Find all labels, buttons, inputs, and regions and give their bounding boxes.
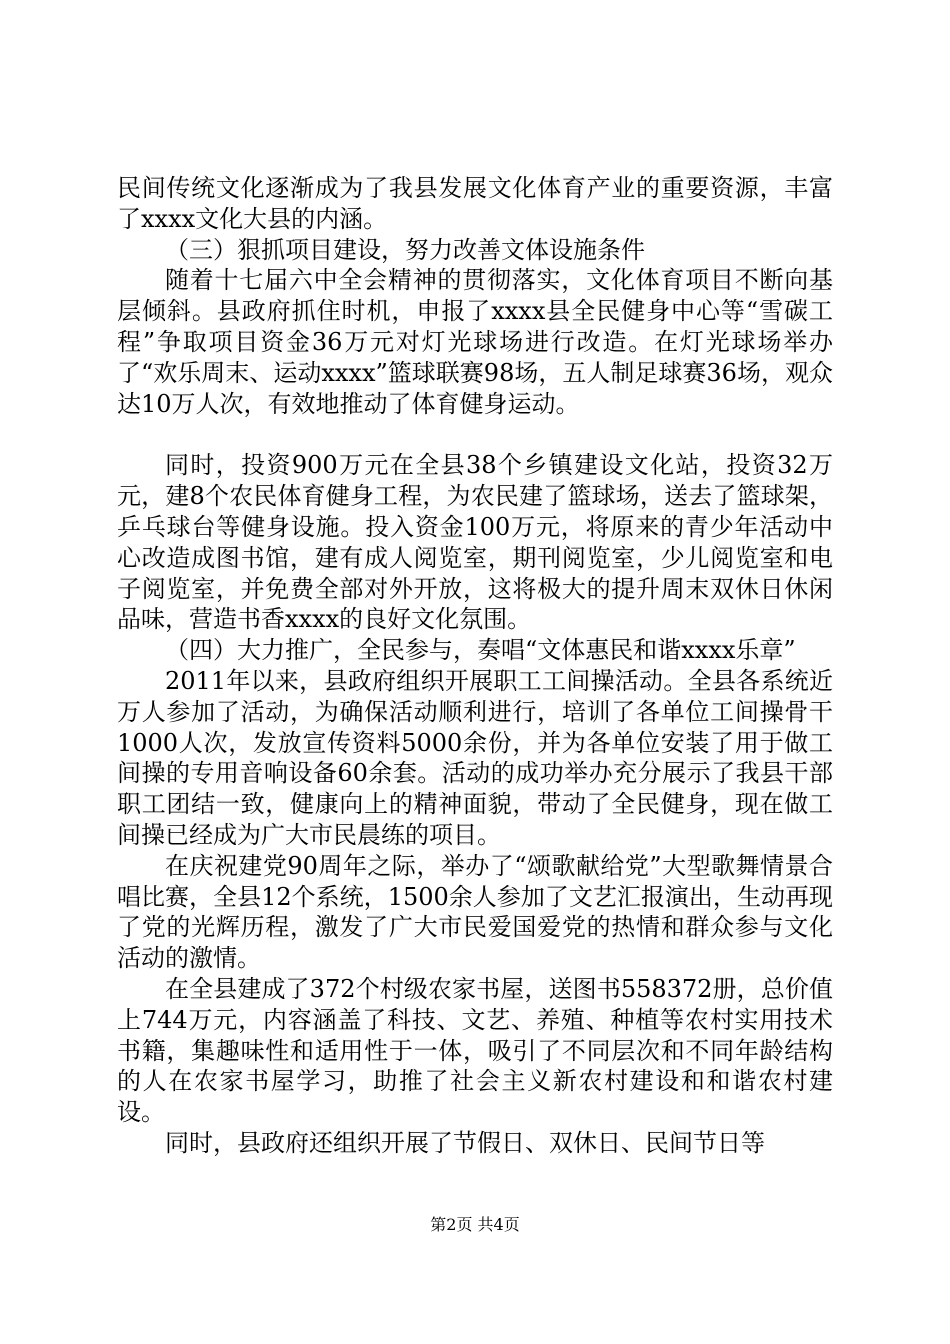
paragraph-spacer	[117, 419, 833, 450]
paragraph: 同时，县政府还组织开展了节假日、双休日、民间节日等	[165, 1128, 765, 1157]
section-heading-3: （三）狠抓项目建设，努力改善文体设施条件	[165, 235, 645, 264]
paragraph: 同时，投资900万元在全县38个乡镇建设文化站，投资32万元，建8个农民体育健身工程，为农民建了篮球场，送去了篮球架，乒乓球台等健身设施。投入资金100万元，将原来的青少年活动中心改造成图书馆，建有成人阅览室，期刊阅览室，少儿阅览室和电子阅览室，并免费全部对外开放，这将极大的提升周末双休日休闲品味，营造书香xxxx的良好文化氛围。	[117, 451, 833, 634]
document-body	[117, 173, 833, 1159]
page-number-label: 第2页 共4页	[430, 1215, 520, 1234]
paragraph: 2011年以来，县政府组织开展职工工间操活动。全县各系统近万人参加了活动，为确保活动顺利进行，培训了各单位工间操骨干1000人次，发放宣传资料5000余份，并为各单位安装了用于做工间操的专用音响设备60余套。活动的成功举办充分展示了我县干部职工团结一致，健康向上的精神面貌，带动了全民健身，现在做工间操已经成为广大市民晨练的项目。	[117, 666, 833, 849]
paragraph: 在庆祝建党90周年之际，举办了“颂歌献给党”大型歌舞情景合唱比赛，全县12个系统，1500余人参加了文艺汇报演出，生动再现了党的光辉历程，激发了广大市民爱国爱党的热情和群众参与文化活动的激情。	[117, 851, 833, 973]
paragraph: 在全县建成了372个村级农家书屋，送图书558372册，总价值上744万元，内容涵盖了科技、文艺、养殖、种植等农村实用技术书籍，集趣味性和适用性于一体，吸引了不同层次和不同年龄结构的人在农家书屋学习，助推了社会主义新农村建设和和谐农村建设。	[117, 974, 833, 1127]
paragraph: 随着十七届六中全会精神的贯彻落实，文化体育项目不断向基层倾斜。县政府抓住时机，申报了xxxx县全民健身中心等“雪碳工程”争取项目资金36万元对灯光球场进行改造。在灯光球场举办了“欢乐周末、运动xxxx”篮球联赛98场，五人制足球赛36场，观众达10万人次，有效地推动了体育健身运动。	[117, 266, 833, 418]
section-heading-4: （四）大力推广，全民参与，奏唱“文体惠民和谐xxxx乐章”	[165, 636, 796, 665]
page-footer	[0, 1215, 950, 1235]
paragraph-continued: 民间传统文化逐渐成为了我县发展文化体育产业的重要资源，丰富了xxxx文化大县的内涵。	[117, 174, 833, 233]
